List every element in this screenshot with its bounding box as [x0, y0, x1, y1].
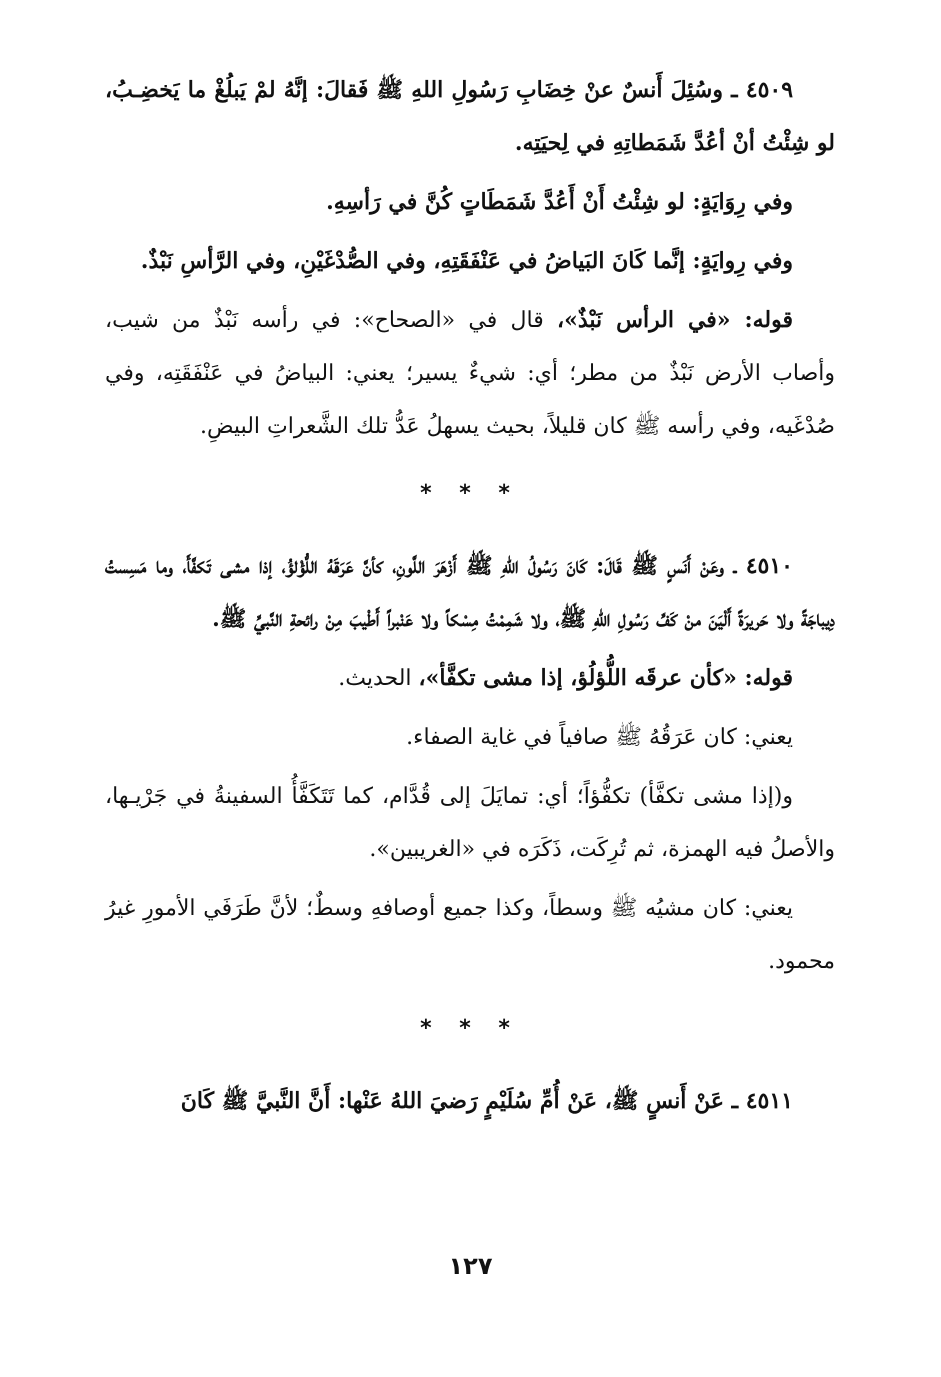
hadith-number: ٤٥١١	[745, 1088, 793, 1114]
hadith-text: وسُئِلَ أَنسٌ عنْ خِضَابِ رَسُولِ اللهِ ﷺ فَقالَ: إنَّهُ لمْ يَبلُغْ ما يَخضِـبُ، لو شِئْتُ أنْ أعُدَّ شَمَطاتِهِ في لِحيَتِه.	[105, 77, 835, 156]
commentary-text: قال في «الصحاح»: في رأسه نَبْذٌ من شيب، وأصاب الأرض نَبْذٌ من مطر؛ أي: شيءٌ يسير؛ يعني: البياضُ في عَنْفَقَتِه، وفي صُدْغَيه، وفي رأسه ﷺ كان قليلاً، بحيث يسهلُ عَدُّ تلك الشَّعراتِ البيضِ.	[105, 308, 835, 439]
hadith-text: وعَنْ أَنَسٍ ﷺ قَالَ: كَانَ رَسُولُ اللهِ ﷺ أَزْهَرَ اللَّونِ، كأنَّ عَرَقَهُ اللُّؤْلؤُ، إذا مشى تَكفَّأَ، وما مَسِستُ دِيباجَةً ولا حَريرَةً أَلْيَنَ منْ كَفِّ رَسُولِ اللهِ ﷺ، ولا شَمِمْتُ مِسْكاً ولا عَنْبراً أَطْيبَ مِنْ رائحةِ النَّبيِّ ﷺ.	[105, 553, 835, 632]
hadith-dash: ـ	[722, 77, 746, 103]
section-separator: * * *	[420, 481, 520, 506]
hadith-number: ٤٥٠٩	[745, 77, 794, 103]
commentary-paragraph: و(إذا مشى تكفَّأ) تكفُّؤاً؛ أي: تمايَلَ إلى قُدَّام، كما تَتَكَفَّأُ السفينةُ في جَرْيـها، والأصلُ فيه الهمزة، ثم تُرِكَت، ذَكَرَه في «الغريبين».	[105, 784, 835, 862]
hadith-number: ٤٥١٠	[745, 553, 793, 579]
commentary-paragraph	[105, 652, 835, 705]
page-number: ١٢٧	[448, 1252, 493, 1280]
riwaya-line: وفي رِوَايَةٍ: لو شِئْتُ أَنْ أَعُدَّ شَمَطَاتٍ كُنَّ في رَأسِهِ.	[326, 189, 793, 215]
hadith-4509	[105, 64, 835, 170]
commentary-paragraph: يعني: كان مشيُه ﷺ وسطاً، وكذا جميع أوصافهِ وسطٌ؛ لأنَّ طَرَفَي الأمورِ غيرُ محمود.	[105, 896, 835, 974]
riwaya-line: وفي رِوايَةٍ: إنَّما كَانَ البَياضُ في عَنْفَقَتِهِ، وفي الصُّدْغَيْنِ، وفي الرَّأسِ نَبْذٌ.	[140, 248, 793, 274]
commentary-text: الحديث.	[338, 666, 419, 691]
hadith-dash: ـ	[723, 1088, 746, 1114]
commentary-paragraph	[105, 294, 835, 453]
hadith-dash: ـ	[723, 553, 746, 579]
hadith-text: عَنْ أَنسٍ ﷺ، عَنْ أُمِّ سُلَيْمٍ رَضيَ اللهُ عَنْها: أَنَّ النَّبيَّ ﷺ كَانَ	[180, 1088, 724, 1114]
commentary-paragraph: يعني: كان عَرَقُهُ ﷺ صافياً في غاية الصفاء.	[406, 725, 793, 750]
section-separator: * * *	[420, 1016, 520, 1041]
commentary-lemma: قوله: «في الرأس نَبْذٌ»،	[557, 307, 793, 333]
hadith-4510	[105, 540, 835, 646]
hadith-4511	[105, 1075, 835, 1128]
commentary-lemma: قوله: «كأن عرقَه اللُّؤلُؤ، إذا مشى تكفَّأ»،	[418, 665, 793, 691]
page-body	[105, 64, 835, 1128]
